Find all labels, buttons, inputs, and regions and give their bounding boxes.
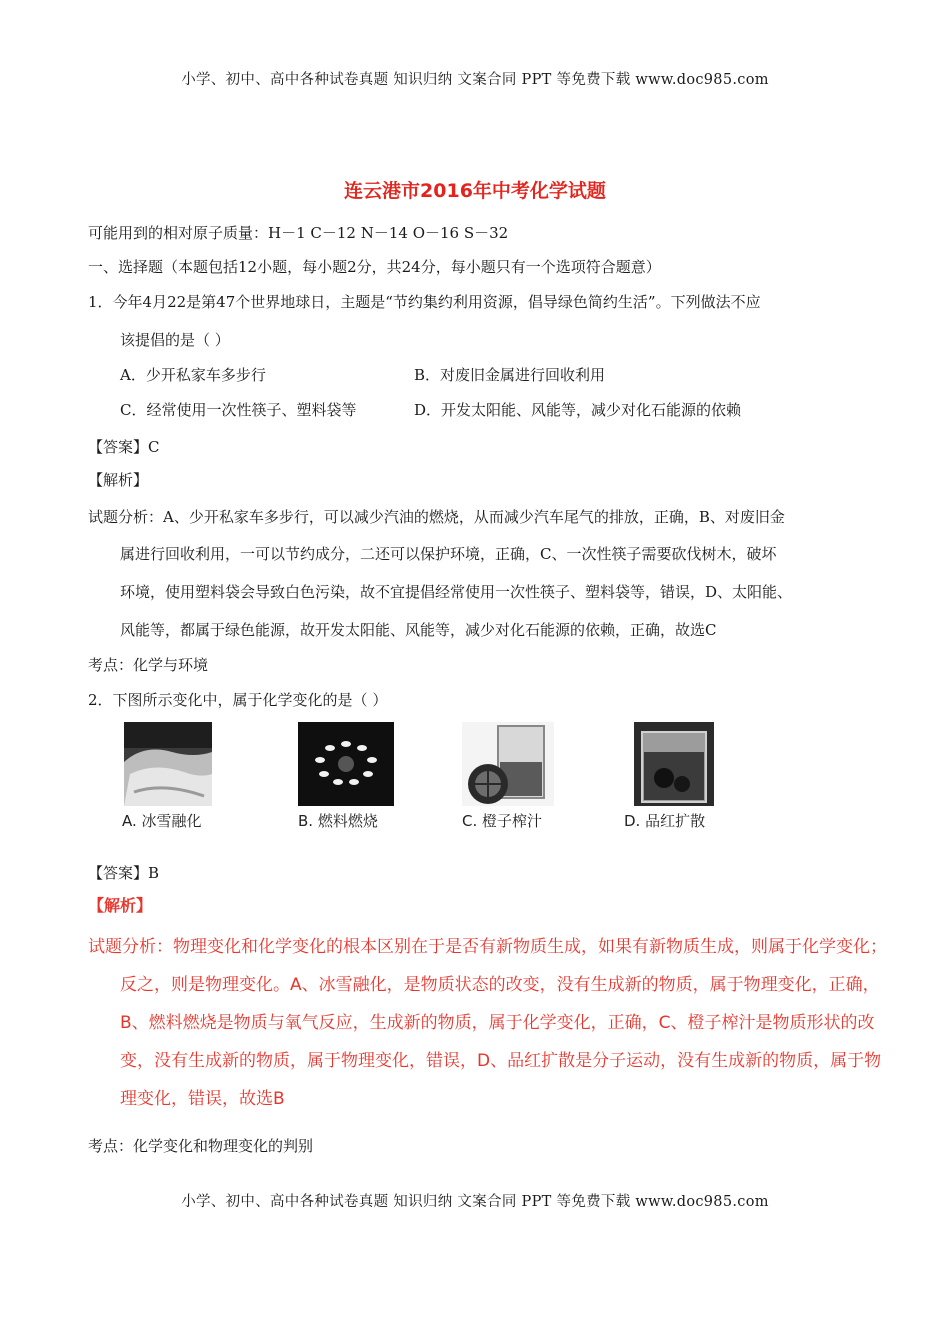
- q1-stem-line1: 1．今年4月22是第47个世界地球日，主题是“节约集约利用资源，倡导绿色简约生活”。下列做法不应: [88, 293, 761, 311]
- q2-analysis-line5: 理变化，错误，故选B: [120, 1089, 285, 1109]
- page-header: 小学、初中、高中各种试卷真题 知识归纳 文案合同 PPT 等免费下载 www.doc985.com: [181, 72, 769, 88]
- q1-analysis-line4: 风能等，都属于绿色能源，故开发太阳能、风能等，减少对化石能源的依赖，正确，故选C: [120, 621, 717, 639]
- figure-caption-a: A. 冰雪融化: [122, 812, 202, 830]
- q2-analysis-head: 【解析】: [88, 896, 153, 915]
- figure-caption-c: C. 橙子榨汁: [462, 812, 543, 830]
- q1-option-a: A．少开私家车多步行: [120, 366, 266, 384]
- figure-caption-b: B. 燃料燃烧: [298, 812, 378, 830]
- q2-analysis-line4: 变，没有生成新的物质，属于物理变化，错误，D、品红扩散是分子运动，没有生成新的物质，属于物: [120, 1051, 882, 1071]
- q2-stem: 2．下图所示变化中，属于化学变化的是（ ）: [88, 691, 388, 709]
- q2-analysis-line3: B、燃料燃烧是物质与氧气反应，生成新的物质，属于化学变化，正确，C、橙子榨汁是物质形状的改: [120, 1013, 875, 1033]
- q1-analysis-line2: 属进行回收利用，一可以节约成分，二还可以保护环境，正确，C、一次性筷子需要砍伐树木，破坏: [120, 545, 777, 563]
- q1-option-d: D．开发太阳能、风能等，减少对化石能源的依赖: [414, 401, 742, 419]
- q2-answer: 【答案】B: [88, 864, 160, 882]
- q2-kaodian: 考点：化学变化和物理变化的判别: [88, 1137, 314, 1155]
- q1-analysis-head: 【解析】: [88, 471, 149, 489]
- q1-analysis-line3: 环境，使用塑料袋会导致白色污染，故不宜提倡经常使用一次性筷子、塑料袋等，错误，D、太阳能、: [120, 583, 793, 601]
- q1-answer: 【答案】C: [88, 438, 160, 456]
- q1-option-b: B．对废旧金属进行回收利用: [414, 366, 606, 384]
- orange-juice-image: [462, 722, 554, 806]
- page-footer: 小学、初中、高中各种试卷真题 知识归纳 文案合同 PPT 等免费下载 www.doc985.com: [181, 1194, 769, 1210]
- q1-kaodian: 考点：化学与环境: [88, 656, 209, 674]
- atomic-mass-line: 可能用到的相对原子质量：H－1 C－12 N－14 O－16 S－32: [88, 224, 509, 242]
- figure-caption-d: D. 品红扩散: [624, 812, 706, 830]
- page-title: 连云港市2016年中考化学试题: [344, 180, 606, 202]
- dye-diffusion-image: [634, 722, 714, 806]
- q1-option-c: C．经常使用一次性筷子、塑料袋等: [120, 401, 357, 419]
- q2-analysis-line1: 试题分析：物理变化和化学变化的根本区别在于是否有新物质生成，如果有新物质生成，则属于化学变化；: [88, 937, 887, 957]
- q2-analysis-line2: 反之，则是物理变化。A、冰雪融化，是物质状态的改变，没有生成新的物质，属于物理变化，正确，: [120, 975, 880, 995]
- q1-stem-line2: 该提倡的是（ ）: [120, 331, 230, 349]
- gas-flame-image: [298, 722, 394, 806]
- q1-analysis-line1: 试题分析：A、少开私家车多步行，可以减少汽油的燃烧，从而减少汽车尾气的排放，正确，B、对废旧金: [88, 508, 785, 526]
- ice-melting-image: [124, 722, 212, 806]
- section-heading: 一、选择题（本题包括12小题，每小题2分，共24分，每小题只有一个选项符合题意）: [88, 258, 661, 276]
